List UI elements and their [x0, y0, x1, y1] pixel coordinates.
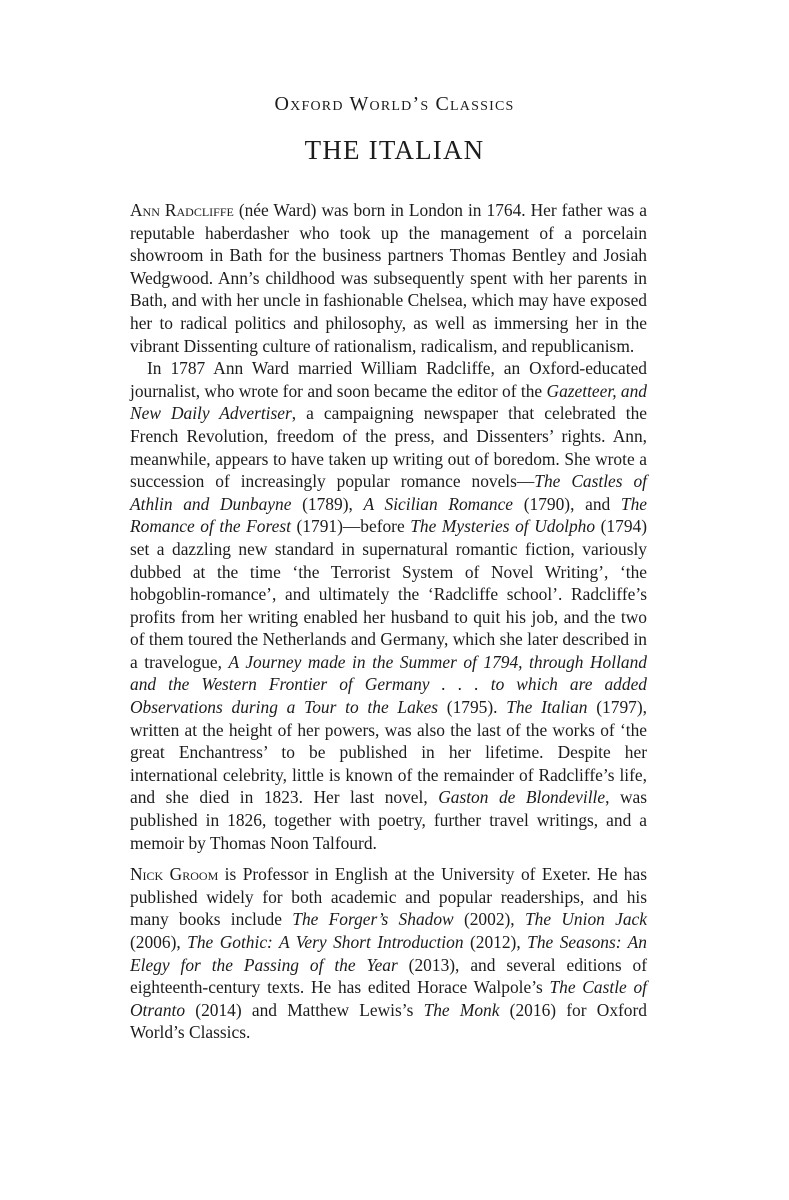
author-bio-text: (née Ward) was born in London in 1764. Her father was a reputable haberdasher who took up the management of a porcelain showroom in Bath for the business partners Thomas Bentley and Josiah Wedgwood. Ann’s childhood was subsequently spent with her parents in Bath, and with her uncle in fashionable Chelsea, which may have exposed her to radical politics and philosophy, as well as immersing her in the vibrant Dissenting culture of rationalism, radicalism, and republicanism. — [130, 200, 647, 356]
series-heading: Oxford World’s Classics — [274, 93, 515, 115]
text-run: is Professor in English at the University of Exeter. He has published widely for both academic and popular readerships, and his many books include — [130, 864, 647, 930]
author-bio-paragraph-2 — [130, 357, 647, 854]
italic-title-text: The Seasons: An Elegy for the Passing of the Year — [130, 932, 647, 975]
italic-title-text: The Gothic: A Very Short Introduction — [187, 932, 464, 952]
italic-title-text: The Forger’s Shadow — [292, 909, 454, 930]
italic-title-text: The Mysteries of Udolpho — [410, 516, 596, 537]
text-run: (2002), — [453, 909, 525, 930]
text-run: (2012), — [463, 932, 528, 952]
text-run: (2014) and Matthew Lewis’s — [185, 999, 424, 1020]
text-run: (2013), and several editions of eighteenth-century texts. He has edited Horace Walpole’s — [130, 954, 647, 998]
bio-text — [130, 199, 647, 1044]
text-run: (1794) set a dazzling new standard in supernatural romantic fiction, variously dubbed at the time ‘the Terrorist System of Novel Writing’, ‘the hobgoblin-romance’, and ultimately the ‘Radcliffe school’. Radcliffe’s profits from her writing enabled her husband to quit his job, and the two of them toured the Netherlands and Germany, which she later described in a travelogue, — [130, 516, 647, 672]
author-bio-paragraph-1 — [130, 199, 647, 357]
text-run: (1797), written at the height of her powers, was also the last of the works of ‘the great Enchantress’ to be published in her lifetime. Despite her international celebrity, little is known of the remainder of Radcliffe’s life, and she died in 1823. Her last novel, — [130, 697, 647, 808]
italic-title-text: The Castles of Athlin and Dunbayne — [130, 471, 647, 514]
text-run: (1795). — [438, 697, 507, 718]
text-run: , a campaigning newspaper that celebrated the French Revolution, freedom of the press, and Dissenters’ rights. Ann, meanwhile, appears to have taken up writing out of boredom. She wrote a succession of increasingly popular romance novels— — [130, 403, 647, 492]
text-run: (2016) for Oxford World’s Classics. — [130, 999, 647, 1043]
editor-name: Nick Groom — [130, 864, 219, 885]
editor-bio-paragraph — [130, 863, 647, 1044]
italic-title-text: A Journey made in the Summer of 1794, through Holland and the Western Frontier of Germany . . . to which are added Observations during a Tour to the Lakes — [130, 651, 647, 718]
text-run: (1790), and — [513, 493, 621, 514]
text-run: (1791)—before — [290, 516, 411, 537]
italic-title-text: A Sicilian Romance — [363, 493, 514, 514]
italic-title-text: The Monk — [423, 999, 500, 1020]
italic-title-text: The Italian — [506, 697, 588, 718]
italic-title-text: Gazetteer, and New Daily Advertiser — [130, 380, 647, 424]
italic-title-text: The Union Jack — [524, 909, 647, 930]
italic-title-text: The Castle of Otranto — [130, 977, 647, 1020]
text-run: In 1787 Ann Ward married William Radcliffe, an Oxford-educated journalist, who wrote for and soon became the editor of the — [130, 358, 647, 401]
italic-title-text: The Romance of the Forest — [130, 493, 647, 537]
author-name: Ann Radcliffe — [130, 200, 234, 220]
text-run: (2006), — [130, 932, 188, 952]
italic-title-text: Gaston de Blondeville — [438, 787, 606, 808]
book-title: THE ITALIAN — [304, 135, 485, 165]
text-run: , was published in 1826, together with poetry, further travel writings, and a memoir by Thomas Noon Talfourd. — [130, 787, 648, 853]
text-run: (1789), — [291, 493, 364, 514]
editor-bio-text — [130, 864, 647, 1042]
